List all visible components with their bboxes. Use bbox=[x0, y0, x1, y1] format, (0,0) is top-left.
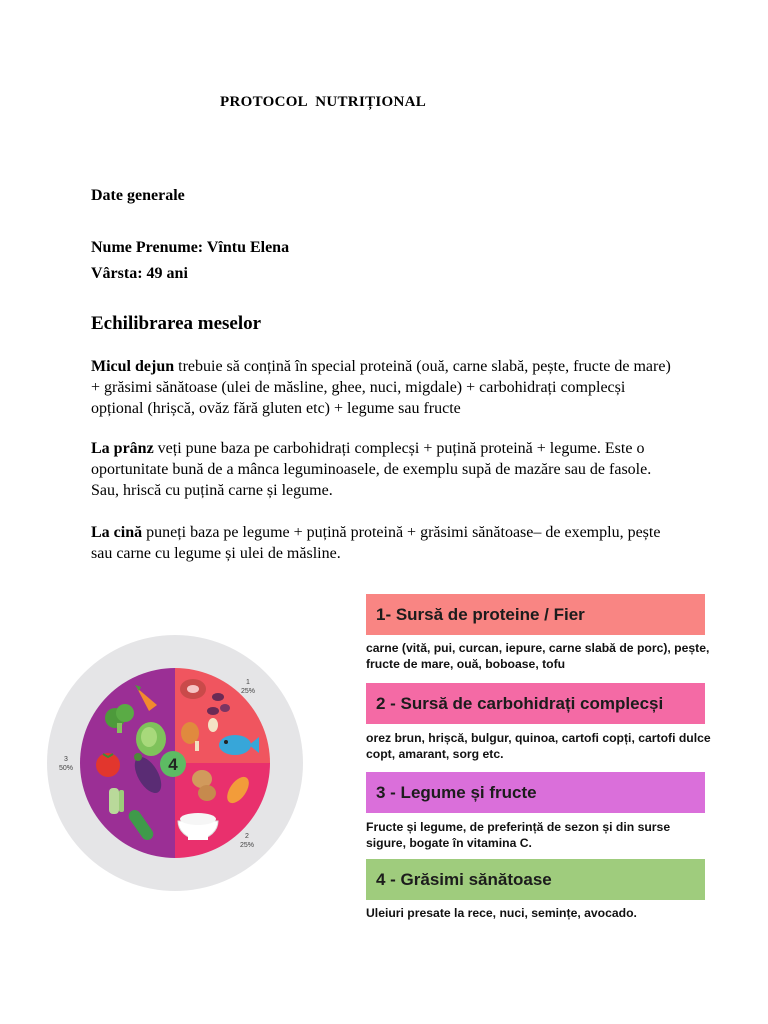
plate-label-2-num: 2 bbox=[245, 833, 249, 840]
plate-label-3-num: 3 bbox=[64, 756, 68, 763]
lunch-lead: La prânz bbox=[91, 440, 154, 457]
legend-carbs-title: 2 - Sursă de carbohidrați complecși bbox=[366, 683, 705, 724]
section-meals-heading: Echilibrarea meselor bbox=[91, 313, 262, 334]
breakfast-lead: Micul dejun bbox=[91, 358, 175, 375]
plate-label-2-pct: 25% bbox=[239, 842, 254, 849]
legend-carbs-desc: orez brun, hrișcă, bulgur, quinoa, cartofi copți, cartofi dulce copt, amarant, sorg etc. bbox=[366, 731, 711, 761]
steak-icon bbox=[180, 679, 206, 699]
breakfast-paragraph bbox=[91, 356, 681, 419]
dinner-paragraph bbox=[91, 522, 681, 564]
tomato-icon bbox=[96, 753, 120, 777]
plate-label-2 bbox=[237, 832, 257, 850]
nutrition-plate bbox=[45, 633, 305, 893]
legend-protein-title: 1- Sursă de proteine / Fier bbox=[366, 594, 705, 635]
dinner-text: puneți baza pe legume + puțină proteină + grăsimi sănătoase– de exemplu, pește sau carne cu legume și ulei de măsline. bbox=[91, 524, 661, 562]
breakfast-text: trebuie să conțină în special proteină (ouă, carne slabă, pește, fructe de mare) + grăsimi sănătoase (ulei de măsline, ghee, nuci, migdale) + carbohidrați complecși opțional (hrișcă, ovăz fără gluten etc) + legume sau fructe bbox=[91, 358, 671, 417]
plate-label-1-num: 1 bbox=[246, 679, 250, 686]
lettuce-icon bbox=[136, 722, 166, 756]
plate-label-1-pct: 25% bbox=[240, 688, 255, 695]
dinner-lead: La cină bbox=[91, 524, 143, 541]
patient-age: Vârsta: 49 ani bbox=[91, 265, 188, 282]
plate-illustration bbox=[45, 633, 305, 893]
plate-label-3 bbox=[56, 755, 76, 773]
egg-icon bbox=[208, 718, 218, 732]
lunch-text: veți pune baza pe carbohidrați complecși + puțină proteină + legume. Este o oportunitate bună de a mânca leguminoasele, de exemplu supă de mazăre sau de fasole. Sau, hriscă cu puțină carne și legume. bbox=[91, 440, 652, 499]
legend-fats-desc: Uleiuri presate la rece, nuci, semințe, avocado. bbox=[366, 906, 637, 920]
page-title: PROTOCOL NUTRIȚIONAL bbox=[220, 94, 427, 110]
legend-protein-desc: carne (vită, pui, curcan, iepure, carne slabă de porc), pește, fructe de mare, ouă, boboase, tofu bbox=[366, 641, 710, 671]
legend-vegetables-desc: Fructe și legume, de preferință de sezon și din surse sigure, bogate în vitamina C. bbox=[366, 820, 671, 850]
center-number: 4 bbox=[168, 755, 178, 774]
patient-name: Nume Prenume: Vîntu Elena bbox=[91, 239, 290, 256]
lunch-paragraph bbox=[91, 438, 681, 501]
section-general-heading: Date generale bbox=[91, 187, 185, 204]
celery-icon bbox=[109, 788, 124, 814]
plate-label-3-pct: 50% bbox=[58, 765, 73, 772]
legend-vegetables-title: 3 - Legume și fructe bbox=[366, 772, 705, 813]
plate-label-1 bbox=[238, 678, 258, 696]
legend-fats-title: 4 - Grăsimi sănătoase bbox=[366, 859, 705, 900]
